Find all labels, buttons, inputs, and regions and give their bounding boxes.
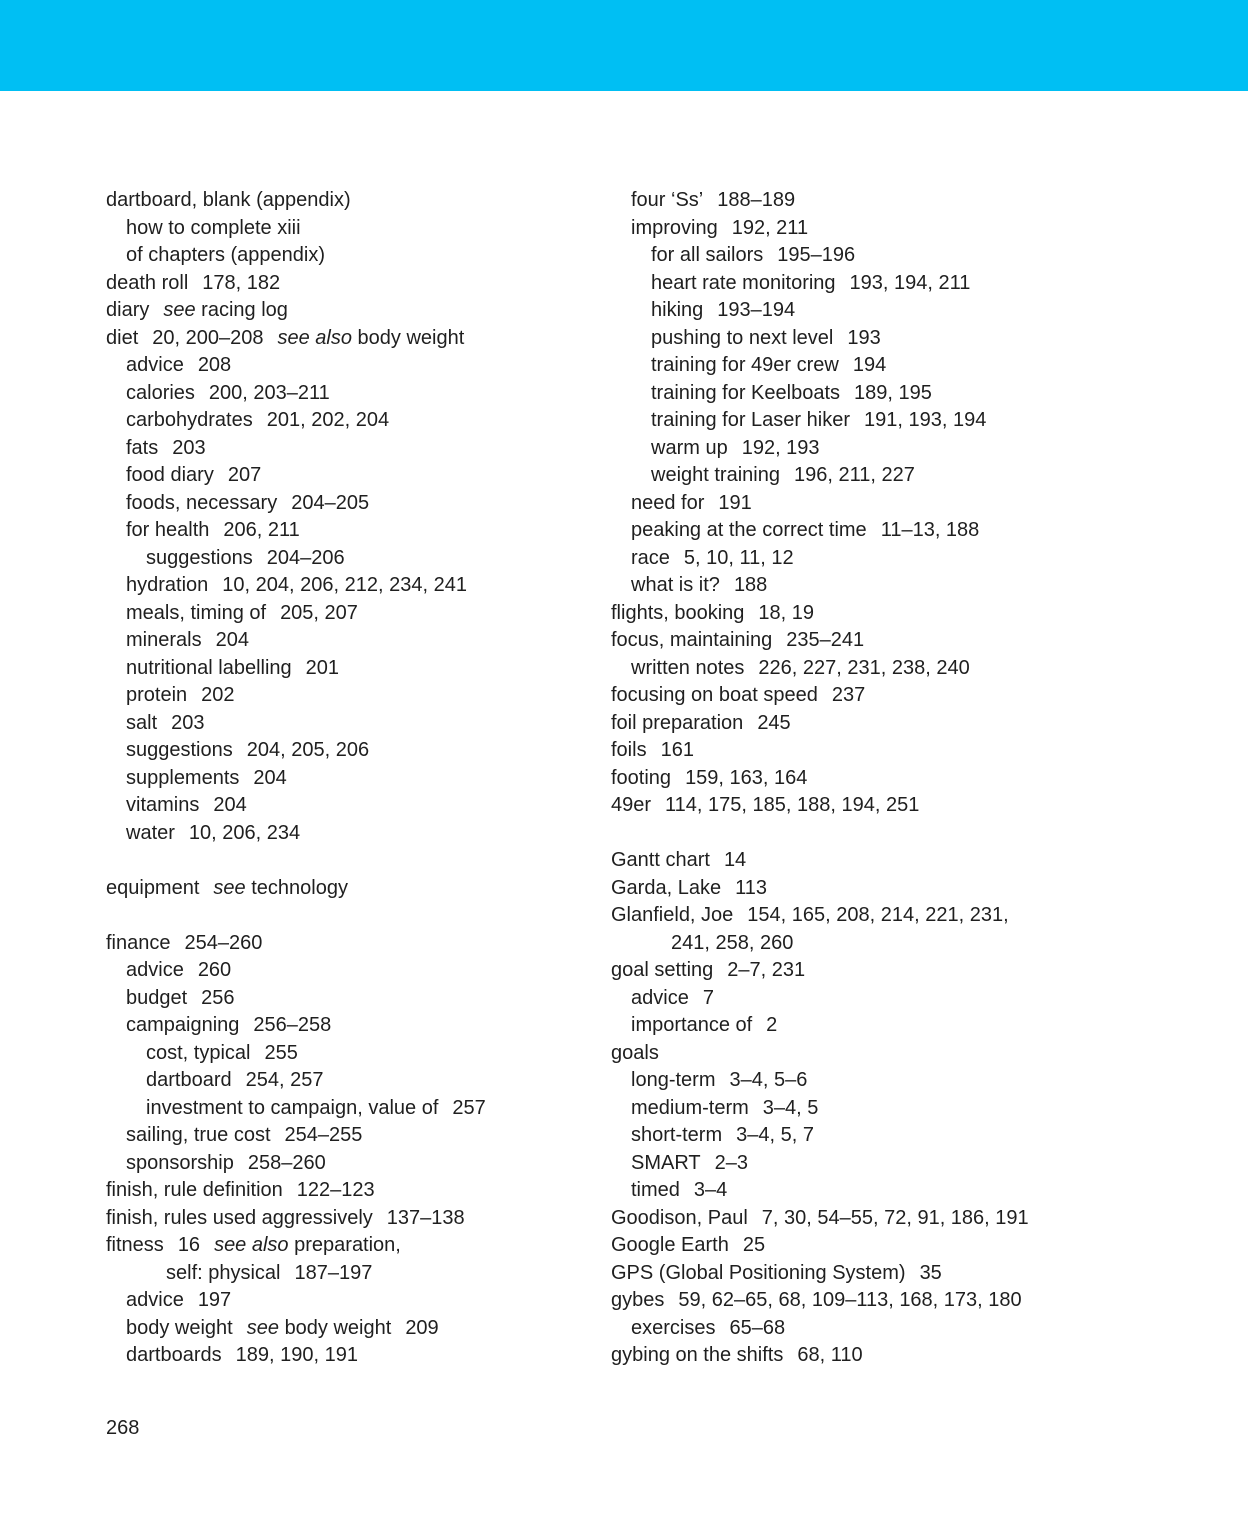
entry-pages: 122–123 bbox=[296, 1179, 375, 1201]
entry-term: importance of bbox=[631, 1014, 753, 1036]
entry-pages: 2–7, 231 bbox=[727, 959, 806, 981]
index-entry bbox=[611, 1095, 1211, 1123]
index-column-left bbox=[106, 187, 566, 1370]
entry-gap bbox=[611, 820, 1211, 848]
entry-term: advice bbox=[126, 959, 184, 981]
index-entry bbox=[106, 627, 566, 655]
index-entry bbox=[611, 517, 1211, 545]
index-entry bbox=[611, 1122, 1211, 1150]
index-entry bbox=[611, 1067, 1211, 1095]
entry-pages: 3–4 bbox=[693, 1179, 728, 1201]
entry-gap bbox=[106, 847, 566, 875]
entry-term: suggestions bbox=[126, 739, 233, 761]
entry-pages: 196, 211, 227 bbox=[793, 464, 915, 486]
entry-pages: 178, 182 bbox=[202, 271, 281, 294]
entry-term: 49er bbox=[611, 794, 652, 816]
index-entry bbox=[611, 902, 1211, 957]
index-entry bbox=[611, 380, 1211, 408]
entry-pages: 200, 203–211 bbox=[208, 381, 330, 404]
index-entry bbox=[611, 1315, 1211, 1343]
index-entry bbox=[611, 297, 1211, 325]
entry-term: race bbox=[631, 546, 670, 569]
entry-pages: 187–197 bbox=[294, 1261, 373, 1284]
entry-term: focusing on boat speed bbox=[611, 684, 818, 706]
entry-pages: 189, 190, 191 bbox=[235, 1344, 358, 1366]
entry-term: foils bbox=[611, 739, 647, 761]
entry-term: timed bbox=[631, 1179, 680, 1201]
entry-term: GPS (Global Positioning System) bbox=[611, 1261, 906, 1284]
index-entry bbox=[611, 215, 1211, 243]
entry-term: dartboard, blank (appendix) bbox=[106, 189, 351, 211]
entry-pages: 20, 200–208 bbox=[152, 326, 264, 349]
entry-pages: 188 bbox=[733, 574, 768, 596]
entry-pages: 3–4, 5 bbox=[762, 1096, 819, 1119]
entry-pages: 7, 30, 54–55, 72, 91, 186, 191 bbox=[761, 1206, 1029, 1229]
index-entry bbox=[611, 352, 1211, 380]
entry-pages: 205, 207 bbox=[280, 601, 358, 624]
index-entry bbox=[611, 655, 1211, 683]
index-entry bbox=[611, 792, 1211, 820]
index-entry bbox=[611, 737, 1211, 765]
cross-target: technology bbox=[251, 876, 348, 899]
index-entry bbox=[611, 1177, 1211, 1205]
continuation-text: 241, 258, 260 bbox=[671, 931, 794, 954]
page-number: 268 bbox=[106, 1417, 140, 1439]
entry-term: how to complete xiii bbox=[126, 216, 301, 239]
entry-term: training for Laser hiker bbox=[651, 409, 850, 431]
index-entry bbox=[611, 627, 1211, 655]
entry-pages: 2–3 bbox=[714, 1151, 749, 1174]
entry-pages: 114, 175, 185, 188, 194, 251 bbox=[665, 794, 920, 816]
index-entry bbox=[611, 985, 1211, 1013]
entry-term: Gantt chart bbox=[611, 849, 710, 871]
entry-pages: 193 bbox=[847, 326, 881, 349]
index-entry bbox=[611, 407, 1211, 435]
entry-term: long-term bbox=[631, 1069, 716, 1091]
entry-pages: 10, 204, 206, 212, 234, 241 bbox=[222, 574, 467, 596]
entry-term: gybing on the shifts bbox=[611, 1344, 784, 1366]
index-entry bbox=[106, 957, 566, 985]
index-entry bbox=[611, 875, 1211, 903]
entry-pages: 204 bbox=[253, 766, 287, 789]
index-entry bbox=[611, 1342, 1211, 1370]
index-entry bbox=[106, 682, 566, 710]
entry-term: salt bbox=[126, 711, 158, 734]
entry-pages: 192, 211 bbox=[731, 216, 809, 239]
entry-pages: 65–68 bbox=[729, 1316, 786, 1339]
index-entry bbox=[106, 875, 566, 903]
index-entry bbox=[106, 380, 566, 408]
entry-pages: 207 bbox=[227, 464, 262, 486]
entry-term: exercises bbox=[631, 1316, 716, 1339]
index-entry bbox=[106, 297, 566, 325]
entry-term: goals bbox=[611, 1041, 659, 1064]
entry-pages: 209 bbox=[405, 1316, 439, 1339]
entry-term: finish, rules used aggressively bbox=[106, 1206, 373, 1229]
entry-pages: 18, 19 bbox=[758, 601, 815, 624]
entry-cross-reference bbox=[213, 877, 348, 899]
index-entry bbox=[106, 1067, 566, 1095]
entry-term: meals, timing of bbox=[126, 601, 267, 624]
entry-pages: 137–138 bbox=[386, 1206, 465, 1229]
entry-term: vitamins bbox=[126, 794, 200, 816]
entry-pages: 260 bbox=[197, 959, 232, 981]
entry-pages: 254, 257 bbox=[245, 1069, 324, 1091]
index-entry bbox=[611, 545, 1211, 573]
entry-term: fitness bbox=[106, 1234, 164, 1256]
entry-term: SMART bbox=[631, 1151, 701, 1174]
index-entry bbox=[106, 655, 566, 683]
entry-term: peaking at the correct time bbox=[631, 519, 867, 541]
index-entry bbox=[611, 957, 1211, 985]
entry-pages: 3–4, 5–6 bbox=[729, 1069, 808, 1091]
entry-term: what is it? bbox=[631, 574, 720, 596]
index-entry bbox=[611, 572, 1211, 600]
index-entry bbox=[106, 490, 566, 518]
entry-term: water bbox=[126, 821, 175, 844]
index-entry bbox=[611, 1260, 1211, 1288]
entry-term: hiking bbox=[651, 299, 704, 321]
index-entry bbox=[611, 600, 1211, 628]
entry-term: Google Earth bbox=[611, 1234, 729, 1256]
entry-term: calories bbox=[126, 381, 195, 404]
entry-term: weight training bbox=[651, 464, 780, 486]
entry-cross-reference bbox=[214, 1234, 401, 1256]
entry-cross-reference bbox=[277, 327, 464, 349]
index-entry bbox=[106, 187, 566, 215]
index-entry bbox=[611, 490, 1211, 518]
cross-see-label: see also bbox=[277, 326, 352, 349]
entry-term: sailing, true cost bbox=[126, 1124, 271, 1146]
entry-term: carbohydrates bbox=[126, 409, 253, 431]
entry-pages: 161 bbox=[660, 739, 694, 761]
index-entry bbox=[106, 985, 566, 1013]
entry-term: short-term bbox=[631, 1124, 723, 1146]
entry-pages: 237 bbox=[831, 684, 866, 706]
entry-pages: 189, 195 bbox=[854, 381, 932, 404]
index-entry bbox=[106, 737, 566, 765]
entry-term: finish, rule definition bbox=[106, 1179, 283, 1201]
entry-pages: 201, 202, 204 bbox=[266, 409, 390, 431]
entry-term: dartboard bbox=[146, 1069, 232, 1091]
index-entry bbox=[106, 407, 566, 435]
entry-term: improving bbox=[631, 216, 718, 239]
cross-target: preparation, bbox=[294, 1234, 401, 1256]
entry-pages: 191 bbox=[718, 491, 752, 514]
entry-term: campaigning bbox=[126, 1014, 240, 1036]
index-entry bbox=[106, 930, 566, 958]
entry-pages: 68, 110 bbox=[797, 1344, 863, 1366]
index-entry bbox=[611, 847, 1211, 875]
entry-pages: 202 bbox=[201, 684, 235, 706]
index-entry bbox=[106, 1040, 566, 1068]
entry-pages: 193–194 bbox=[717, 299, 796, 321]
entry-pages: 7 bbox=[702, 986, 714, 1009]
entry-gap bbox=[106, 902, 566, 930]
entry-pages: 35 bbox=[919, 1261, 942, 1284]
cross-target: body weight bbox=[284, 1316, 392, 1339]
index-entry bbox=[106, 572, 566, 600]
entry-pages: 245 bbox=[757, 711, 791, 734]
index-entry bbox=[106, 1315, 566, 1343]
entry-pages: 10, 206, 234 bbox=[188, 821, 301, 844]
entry-term: training for Keelboats bbox=[651, 381, 841, 404]
entry-term: advice bbox=[631, 986, 689, 1009]
entry-pages: 59, 62–65, 68, 109–113, 168, 173, 180 bbox=[678, 1289, 1022, 1311]
index-entry bbox=[611, 765, 1211, 793]
index-entry bbox=[106, 1287, 566, 1315]
entry-term: advice bbox=[126, 354, 184, 376]
top-color-band bbox=[0, 0, 1248, 91]
index-entry bbox=[106, 545, 566, 573]
entry-term: of chapters (appendix) bbox=[126, 244, 326, 266]
index-entry bbox=[106, 325, 566, 353]
entry-pages: 197 bbox=[197, 1289, 232, 1311]
entry-term: equipment bbox=[106, 876, 200, 899]
index-entry bbox=[106, 1150, 566, 1178]
entry-pages: 193, 194, 211 bbox=[849, 271, 971, 294]
cross-see-label: see bbox=[213, 876, 246, 899]
entry-pages: 226, 227, 231, 238, 240 bbox=[758, 656, 970, 679]
entry-term: gybes bbox=[611, 1289, 665, 1311]
entry-pages: 204–206 bbox=[266, 546, 345, 569]
entry-term: sponsorship bbox=[126, 1151, 234, 1174]
entry-term: dartboards bbox=[126, 1344, 222, 1366]
entry-pages: 235–241 bbox=[786, 629, 865, 651]
entry-term: body weight bbox=[126, 1316, 233, 1339]
entry-term: supplements bbox=[126, 766, 240, 789]
entry-term: training for 49er crew bbox=[651, 354, 839, 376]
index-entry bbox=[611, 1287, 1211, 1315]
entry-term: medium-term bbox=[631, 1096, 749, 1119]
entry-pages: 5, 10, 11, 12 bbox=[683, 546, 794, 569]
entry-pages: 203 bbox=[172, 436, 206, 459]
entry-pages: 14 bbox=[723, 849, 747, 871]
entry-pages: 254–260 bbox=[184, 931, 263, 954]
index-entry bbox=[106, 1095, 566, 1123]
entry-term: Glanfield, Joe bbox=[611, 904, 734, 926]
entry-term: goal setting bbox=[611, 959, 714, 981]
entry-cross-reference bbox=[247, 1317, 392, 1339]
index-entry bbox=[611, 1232, 1211, 1260]
entry-pages: 154, 165, 208, 214, 221, 231, bbox=[747, 904, 1009, 926]
entry-term: for health bbox=[126, 519, 210, 541]
entry-pages: 208 bbox=[197, 354, 232, 376]
entry-term: four ‘Ss’ bbox=[631, 189, 704, 211]
index-entry bbox=[106, 792, 566, 820]
index-entry bbox=[106, 1177, 566, 1205]
entry-term: finance bbox=[106, 931, 171, 954]
entry-continuation bbox=[611, 930, 1211, 958]
entry-term: minerals bbox=[126, 629, 202, 651]
entry-pages: 204, 205, 206 bbox=[246, 739, 370, 761]
entry-term: foods, necessary bbox=[126, 491, 278, 514]
entry-term: budget bbox=[126, 986, 188, 1009]
continuation-text: self: physical bbox=[166, 1261, 281, 1284]
entry-term: fats bbox=[126, 436, 159, 459]
index-entry bbox=[611, 187, 1211, 215]
entry-cross-reference bbox=[163, 299, 288, 321]
entry-pages: 206, 211 bbox=[223, 519, 300, 541]
entry-pages: 204 bbox=[213, 794, 247, 816]
entry-pages: 254–255 bbox=[284, 1124, 363, 1146]
index-entry bbox=[611, 1012, 1211, 1040]
index-entry bbox=[106, 215, 566, 243]
entry-term: investment to campaign, value of bbox=[146, 1096, 439, 1119]
entry-term: written notes bbox=[631, 656, 745, 679]
index-entry bbox=[106, 517, 566, 545]
index-entry bbox=[106, 435, 566, 463]
index-entry bbox=[611, 462, 1211, 490]
index-entry bbox=[106, 1342, 566, 1370]
entry-term: protein bbox=[126, 684, 188, 706]
entry-term: footing bbox=[611, 766, 672, 789]
entry-term: Garda, Lake bbox=[611, 876, 722, 899]
index-column-right bbox=[611, 187, 1211, 1370]
index-entry bbox=[106, 1012, 566, 1040]
cross-see-label: see bbox=[246, 1316, 279, 1339]
cross-see-label: see bbox=[163, 299, 196, 321]
entry-term: suggestions bbox=[146, 546, 253, 569]
index-entry bbox=[611, 242, 1211, 270]
entry-term: hydration bbox=[126, 574, 209, 596]
index-entry bbox=[106, 765, 566, 793]
entry-term: focus, maintaining bbox=[611, 629, 773, 651]
entry-pages: 192, 193 bbox=[741, 436, 820, 459]
entry-pages: 204–205 bbox=[291, 491, 370, 514]
index-entry bbox=[611, 682, 1211, 710]
entry-term: for all sailors bbox=[651, 244, 764, 266]
entry-pages: 204 bbox=[215, 629, 249, 651]
cross-see-label: see also bbox=[214, 1234, 289, 1256]
entry-term: flights, booking bbox=[611, 601, 745, 624]
entry-pages: 113 bbox=[735, 876, 767, 899]
index-entry bbox=[106, 270, 566, 298]
entry-pages: 256 bbox=[201, 986, 235, 1009]
entry-term: nutritional labelling bbox=[126, 656, 292, 679]
entry-pages: 201 bbox=[305, 656, 340, 679]
entry-pages: 257 bbox=[452, 1096, 486, 1119]
cross-target: racing log bbox=[201, 299, 288, 321]
entry-pages: 188–189 bbox=[717, 189, 796, 211]
entry-term: pushing to next level bbox=[651, 326, 834, 349]
entry-pages: 159, 163, 164 bbox=[685, 766, 808, 789]
entry-pages: 16 bbox=[177, 1234, 201, 1256]
index-entry bbox=[611, 1040, 1211, 1068]
index-entry bbox=[611, 710, 1211, 738]
index-entry bbox=[611, 325, 1211, 353]
entry-term: warm up bbox=[651, 436, 728, 459]
entry-pages: 258–260 bbox=[247, 1151, 326, 1174]
index-entry bbox=[106, 352, 566, 380]
entry-pages: 2 bbox=[766, 1014, 778, 1036]
index-entry bbox=[106, 242, 566, 270]
entry-term: advice bbox=[126, 1289, 184, 1311]
index-entry bbox=[106, 1122, 566, 1150]
entry-pages: 255 bbox=[264, 1041, 298, 1064]
entry-pages: 11–13, 188 bbox=[880, 519, 980, 541]
index-entry bbox=[611, 270, 1211, 298]
index-entry bbox=[106, 710, 566, 738]
entry-continuation bbox=[106, 1260, 566, 1288]
entry-term: heart rate monitoring bbox=[651, 271, 836, 294]
entry-term: diet bbox=[106, 326, 139, 349]
entry-pages: 195–196 bbox=[777, 244, 856, 266]
entry-pages: 194 bbox=[852, 354, 887, 376]
entry-pages: 3–4, 5, 7 bbox=[736, 1124, 814, 1146]
index-entry bbox=[611, 1150, 1211, 1178]
cross-target: body weight bbox=[357, 326, 465, 349]
index-entry bbox=[106, 600, 566, 628]
entry-term: foil preparation bbox=[611, 711, 744, 734]
index-entry bbox=[106, 462, 566, 490]
entry-pages: 203 bbox=[171, 711, 205, 734]
entry-term: need for bbox=[631, 491, 705, 514]
entry-pages: 256–258 bbox=[253, 1014, 332, 1036]
index-entry bbox=[106, 1205, 566, 1233]
entry-term: food diary bbox=[126, 464, 214, 486]
entry-term: diary bbox=[106, 299, 150, 321]
entry-term: Goodison, Paul bbox=[611, 1206, 748, 1229]
entry-pages: 191, 193, 194 bbox=[863, 409, 987, 431]
entry-term: cost, typical bbox=[146, 1041, 251, 1064]
entry-term: death roll bbox=[106, 271, 189, 294]
index-entry bbox=[611, 1205, 1211, 1233]
index-entry bbox=[106, 1232, 566, 1287]
index-entry bbox=[611, 435, 1211, 463]
entry-pages: 25 bbox=[742, 1234, 766, 1256]
index-entry bbox=[106, 820, 566, 848]
